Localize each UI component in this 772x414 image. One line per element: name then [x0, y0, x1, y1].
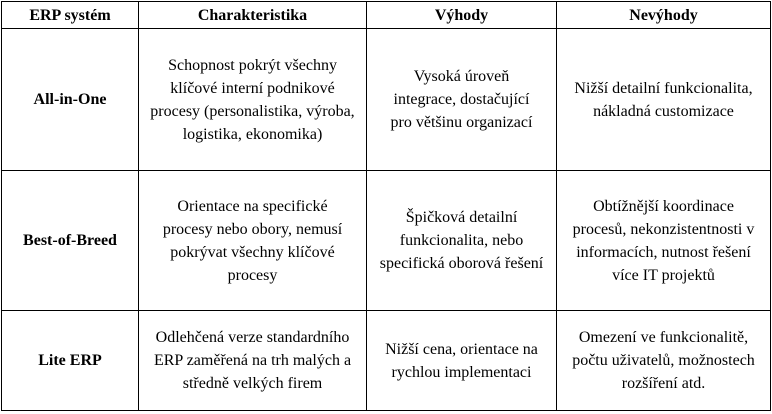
table-row	[2, 171, 771, 311]
row-advantages: Vysoká úroveň integrace, dostačující pro většinu organizací	[367, 29, 557, 171]
header-row	[2, 2, 771, 29]
row-disadvantages: Nižší detailní funkcionalita, nákladná customizace	[557, 29, 771, 171]
row-characteristics: Orientace na specifické procesy nebo obory, nemusí pokrývat všechny klíčové procesy	[139, 171, 367, 311]
row-disadvantages: Omezení ve funkcionalitě, počtu uživatelů, možnostech rozšíření atd.	[557, 311, 771, 411]
table-row	[2, 29, 771, 171]
header-erp-system: ERP systém	[2, 2, 139, 29]
row-disadvantages: Obtížnější koordinace procesů, nekonzistentnosti v informacích, nutnost řešení více IT projektů	[557, 171, 771, 311]
header-advantages: Výhody	[367, 2, 557, 29]
row-system-name: Lite ERP	[2, 311, 139, 411]
erp-comparison-table	[1, 1, 771, 411]
row-system-name: All-in-One	[2, 29, 139, 171]
header-disadvantages: Nevýhody	[557, 2, 771, 29]
row-advantages: Nižší cena, orientace na rychlou implementaci	[367, 311, 557, 411]
row-characteristics: Odlehčená verze standardního ERP zaměřená na trh malých a středně velkých firem	[139, 311, 367, 411]
header-characteristics: Charakteristika	[139, 2, 367, 29]
row-characteristics: Schopnost pokrýt všechny klíčové interní podnikové procesy (personalistika, výroba, logistika, ekonomika)	[139, 29, 367, 171]
row-advantages: Špičková detailní funkcionalita, nebo specifická oborová řešení	[367, 171, 557, 311]
table-row	[2, 311, 771, 411]
row-system-name: Best-of-Breed	[2, 171, 139, 311]
